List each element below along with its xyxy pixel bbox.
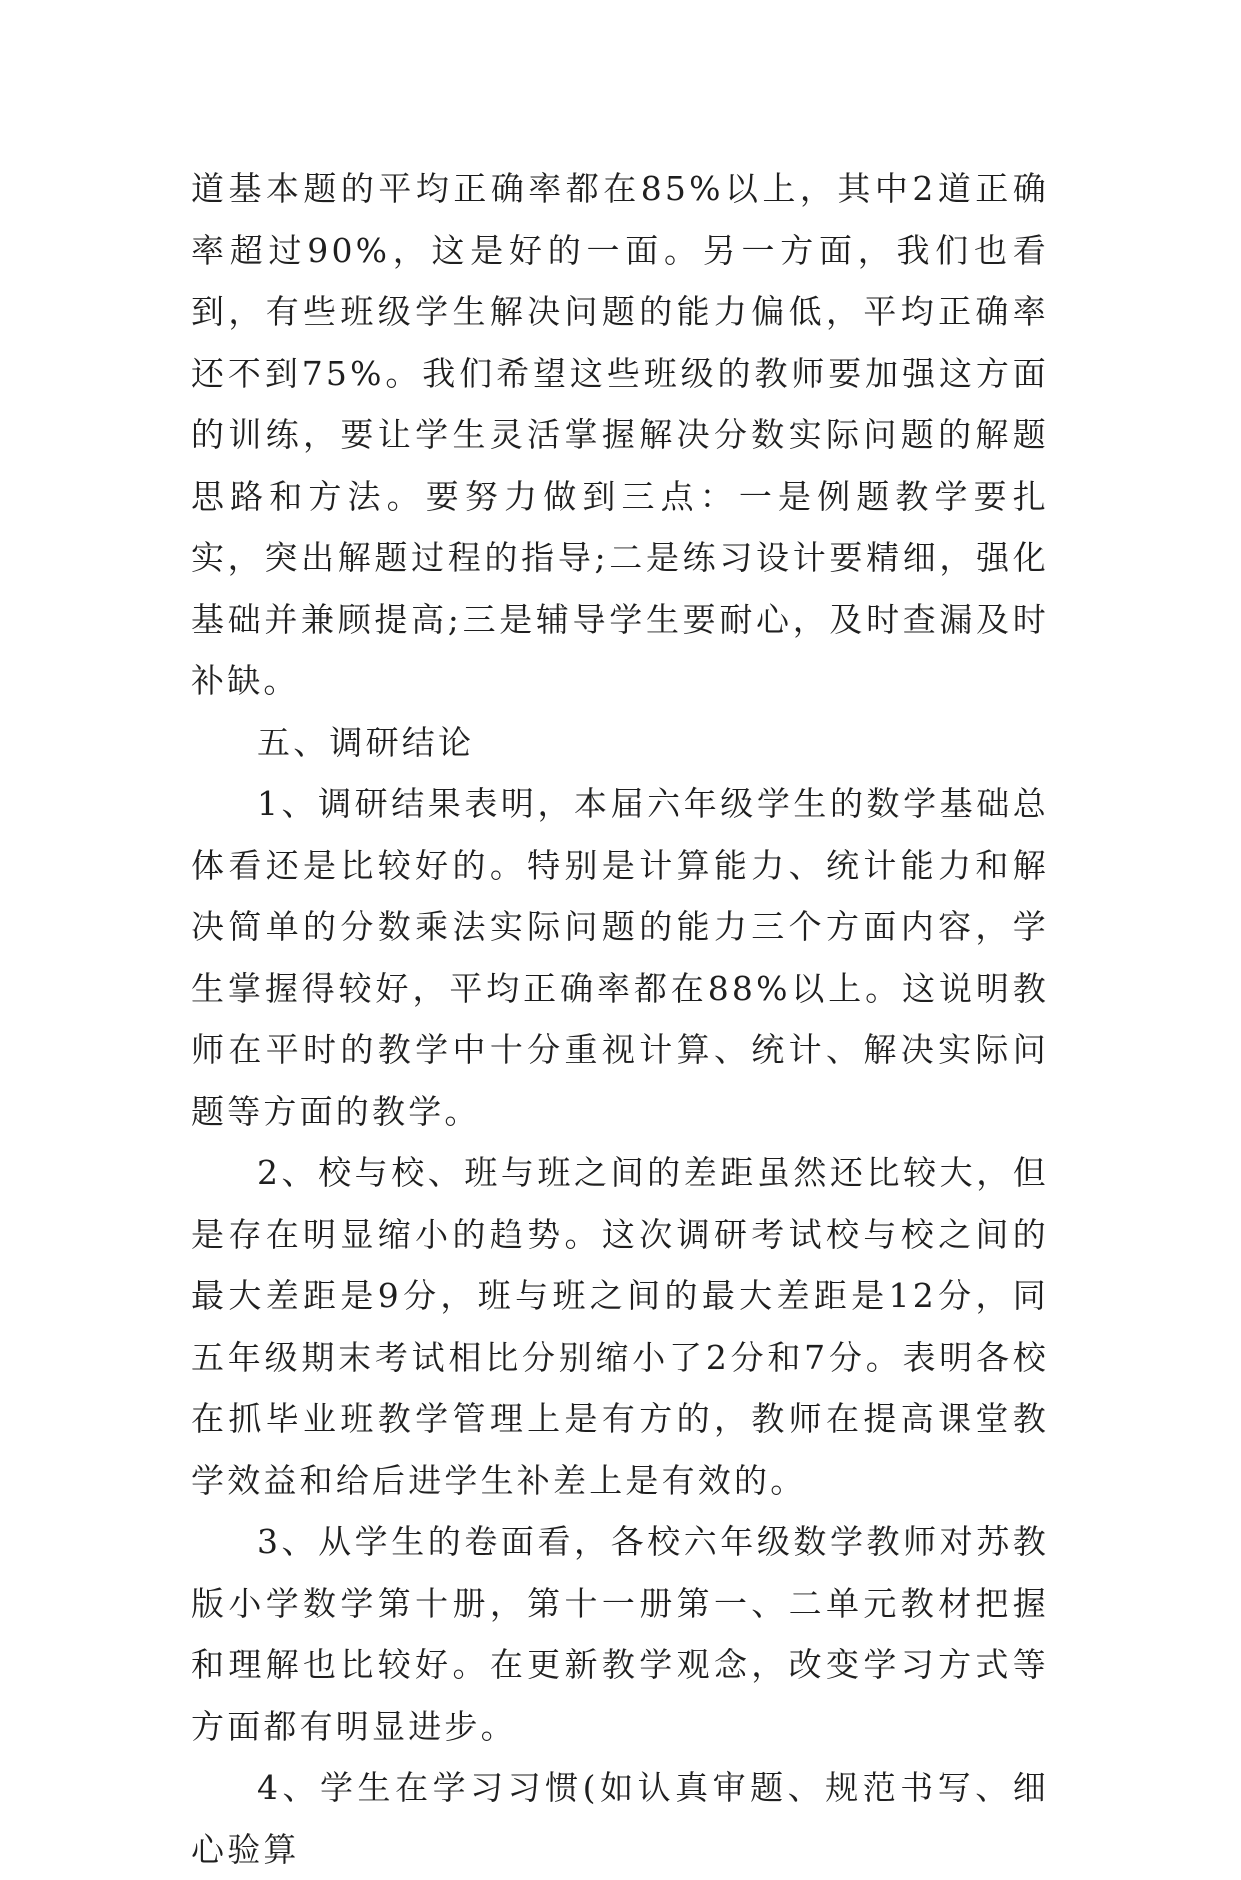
paragraph-continued-analysis: 道基本题的平均正确率都在85%以上，其中2道正确率超过90%，这是好的一面。另一方面，我们也看到，有些班级学生解决问题的能力偏低，平均正确率还不到75%。我们希望这些班级的教师要加强这方面的训练，要让学生灵活掌握解决分数实际问题的解题思路和方法。要努力做到三点：一是例题教学要扎实，突出解题过程的指导;二是练习设计要精细，强化基础并兼顾提高;三是辅导学生要耐心，及时查漏及时补缺。 [191, 169, 1049, 700]
section-heading-conclusion: 五、调研结论 [257, 722, 475, 762]
conclusion-item-4: 4、学生在学习习惯(如认真审题、规范书写、细心验算 [191, 1768, 1049, 1869]
conclusion-item-2: 2、校与校、班与班之间的差距虽然还比较大，但是存在明显缩小的趋势。这次调研考试校与校之间的最大差距是9分，班与班之间的最大差距是12分，同五年级期末考试相比分别缩小了2分和7分。表明各校在抓毕业班教学管理上是有方的，教师在提高课堂教学效益和给后进学生补差上是有效的。 [191, 1153, 1049, 1500]
document-body [191, 158, 1049, 1880]
conclusion-item-1: 1、调研结果表明，本届六年级学生的数学基础总体看还是比较好的。特别是计算能力、统计能力和解决简单的分数乘法实际问题的能力三个方面内容，学生掌握得较好，平均正确率都在88%以上。这说明教师在平时的教学中十分重视计算、统计、解决实际问题等方面的教学。 [191, 784, 1049, 1131]
conclusion-item-3: 3、从学生的卷面看，各校六年级数学教师对苏教版小学数学第十册，第十一册第一、二单元教材把握和理解也比较好。在更新教学观念，改变学习方式等方面都有明显进步。 [191, 1522, 1049, 1746]
